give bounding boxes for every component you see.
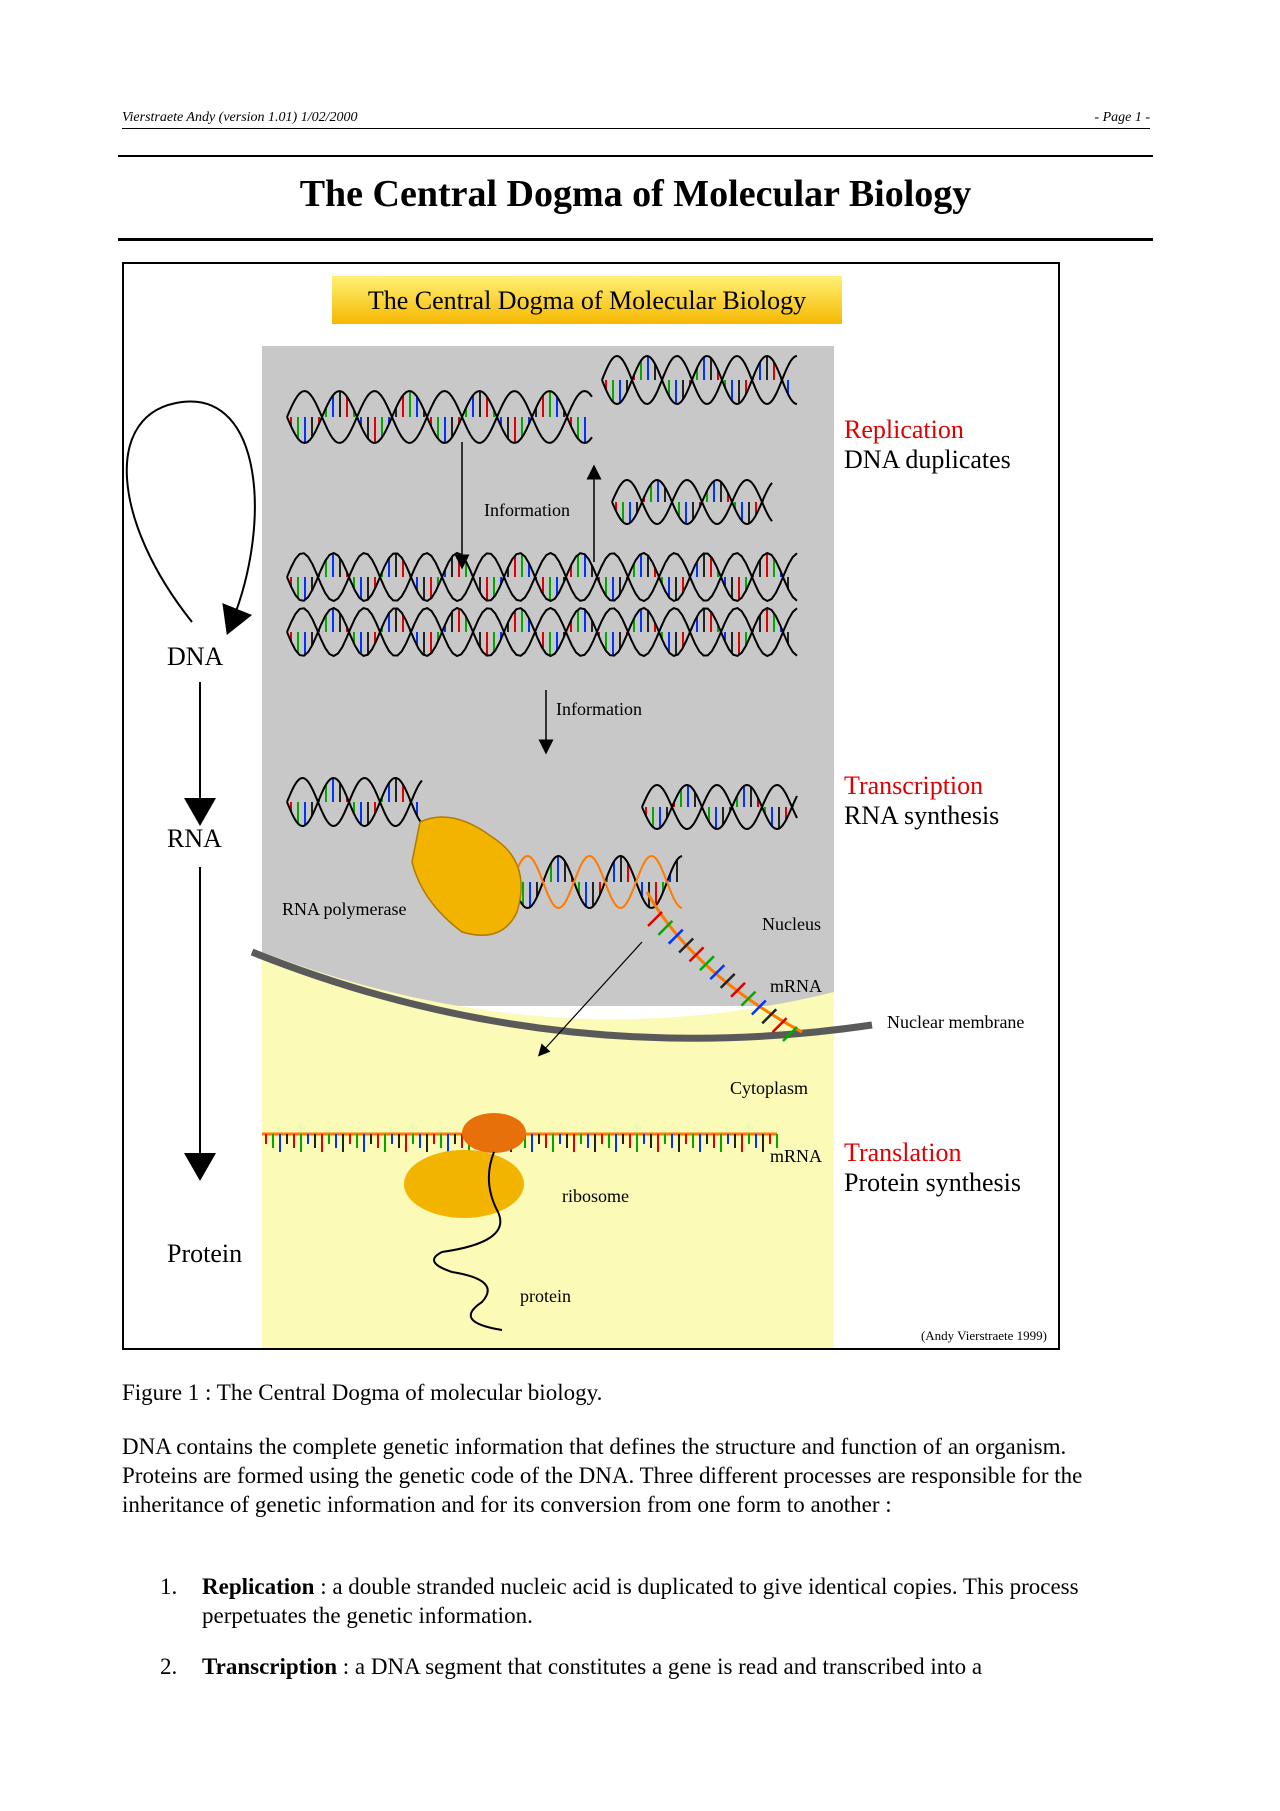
running-header-left: Vierstraete Andy (version 1.01) 1/02/2000 bbox=[122, 110, 358, 125]
protein-chain-label: protein bbox=[520, 1286, 571, 1306]
list-number: 2. bbox=[160, 1654, 178, 1679]
protein-label: Protein bbox=[167, 1239, 243, 1268]
central-dogma-figure bbox=[122, 262, 1060, 1350]
transcription-title: Transcription bbox=[844, 771, 984, 800]
list-term: Transcription bbox=[202, 1654, 338, 1679]
transcription-desc: RNA synthesis bbox=[844, 801, 1000, 830]
information-label-2: Information bbox=[556, 699, 642, 719]
dna-label: DNA bbox=[167, 642, 224, 671]
banner-text: The Central Dogma of Molecular Biology bbox=[367, 286, 807, 315]
mrna-label-1: mRNA bbox=[770, 976, 823, 996]
ribosome-small-subunit bbox=[462, 1113, 526, 1153]
list-number: 1. bbox=[160, 1574, 178, 1599]
figure-credit: (Andy Vierstraete 1999) bbox=[920, 1328, 1047, 1343]
figure-caption: Figure 1 : The Central Dogma of molecular biology. bbox=[122, 1380, 603, 1405]
mrna-label-2: mRNA bbox=[770, 1146, 823, 1166]
list-item bbox=[122, 1652, 1132, 1681]
information-label-1: Information bbox=[484, 500, 570, 520]
process-list bbox=[122, 1572, 1132, 1703]
title-rule-top bbox=[118, 155, 1153, 157]
page-number: - Page 1 - bbox=[1094, 110, 1150, 125]
cytoplasm-label: Cytoplasm bbox=[730, 1078, 809, 1098]
list-term: Replication bbox=[202, 1574, 315, 1599]
title-rule-bottom bbox=[118, 238, 1153, 241]
body-paragraph: DNA contains the complete genetic information that defines the structure and function of an organism. Proteins are formed using the genetic code of the DNA. Three different processes are responsible for the inheritance of genetic information and for its conversion from one form to another : bbox=[122, 1434, 1083, 1517]
translation-title: Translation bbox=[844, 1138, 962, 1167]
replication-title: Replication bbox=[844, 415, 964, 444]
rna-label: RNA bbox=[167, 824, 222, 853]
replication-desc: DNA duplicates bbox=[844, 445, 1011, 474]
list-item bbox=[122, 1572, 1132, 1630]
page-title: The Central Dogma of Molecular Biology bbox=[299, 173, 972, 215]
nuclear-membrane-label: Nuclear membrane bbox=[887, 1012, 1025, 1032]
nucleus-label: Nucleus bbox=[762, 914, 821, 934]
ribosome-large-subunit bbox=[404, 1150, 524, 1218]
list-text: : a DNA segment that constitutes a gene is read and transcribed into a bbox=[337, 1654, 983, 1679]
header-rule bbox=[122, 128, 1150, 129]
rna-polymerase-label: RNA polymerase bbox=[282, 899, 407, 919]
ribosome-label: ribosome bbox=[562, 1186, 629, 1206]
translation-desc: Protein synthesis bbox=[844, 1168, 1021, 1197]
list-text: : a double stranded nucleic acid is duplicated to give identical copies. This process perpetuates the genetic information. bbox=[202, 1574, 1079, 1628]
